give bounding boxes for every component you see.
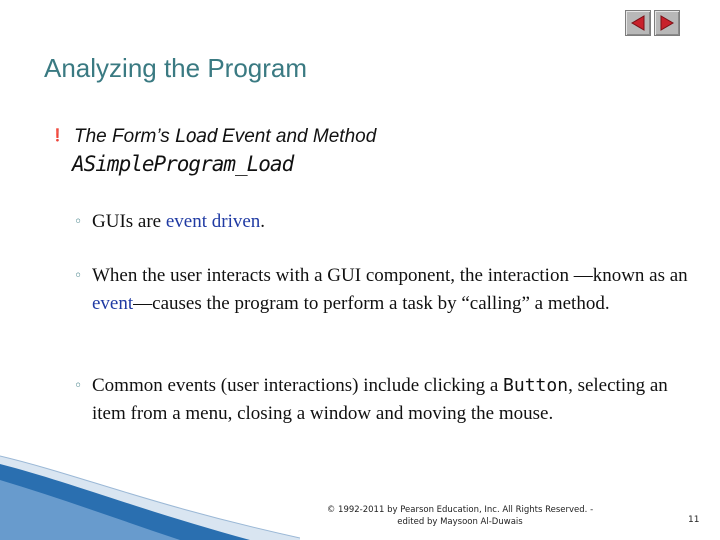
sub-bullet-text-part: , selecting an item from a menu, closing a window and moving the mouse.	[92, 375, 668, 424]
highlight-term: event driven	[165, 211, 261, 232]
sub-bullet-text-part: Common events (user interactions) include clicking a	[92, 375, 504, 396]
sub-bullet	[74, 372, 694, 428]
slide-navigation	[625, 10, 680, 36]
footer-copyright	[300, 504, 620, 528]
sub-bullet	[74, 262, 694, 318]
copyright-line: © 1992-2011 by Pearson Education, Inc. All Rights Reserved. -	[326, 505, 594, 515]
next-slide-button[interactable]	[654, 10, 680, 36]
sub-bullet-text	[92, 372, 694, 428]
sub-bullet-marker-icon: ◦	[74, 214, 83, 230]
sub-bullet-text-part: GUIs are	[92, 211, 166, 232]
sub-bullet-text-part: .	[260, 211, 266, 232]
sub-bullet-marker-icon: ◦	[74, 268, 83, 284]
right-triangle-icon	[658, 14, 676, 32]
previous-slide-button[interactable]	[625, 10, 651, 36]
editor-line: edited by Maysoon Al-Duwais	[397, 517, 523, 527]
code-button: Button	[503, 375, 569, 396]
main-bullet-heading	[74, 124, 690, 149]
slide-title: Analyzing the Program	[44, 53, 308, 83]
sub-bullet	[74, 208, 694, 236]
bullet-prefix: The Form’s	[74, 126, 176, 147]
page-number: 11	[688, 515, 700, 525]
highlight-term: event	[92, 293, 134, 314]
sub-bullet-text-part: When the user interacts with a GUI component, the interaction —known as an	[92, 265, 688, 286]
bullet-marker-icon: ❗	[50, 128, 65, 142]
bullet-code-load: Load	[175, 125, 217, 147]
sub-bullet-marker-icon: ◦	[74, 378, 83, 394]
left-triangle-icon	[629, 14, 647, 32]
method-name: ASimpleProgram_Load	[72, 152, 294, 176]
sub-bullet-text	[92, 208, 694, 236]
main-bullet	[50, 124, 690, 177]
bullet-suffix: Event and Method	[216, 126, 377, 147]
sub-bullet-text	[92, 262, 694, 318]
sub-bullet-text-part: —causes the program to perform a task by “calling” a method.	[133, 293, 610, 314]
corner-decoration	[0, 450, 300, 540]
